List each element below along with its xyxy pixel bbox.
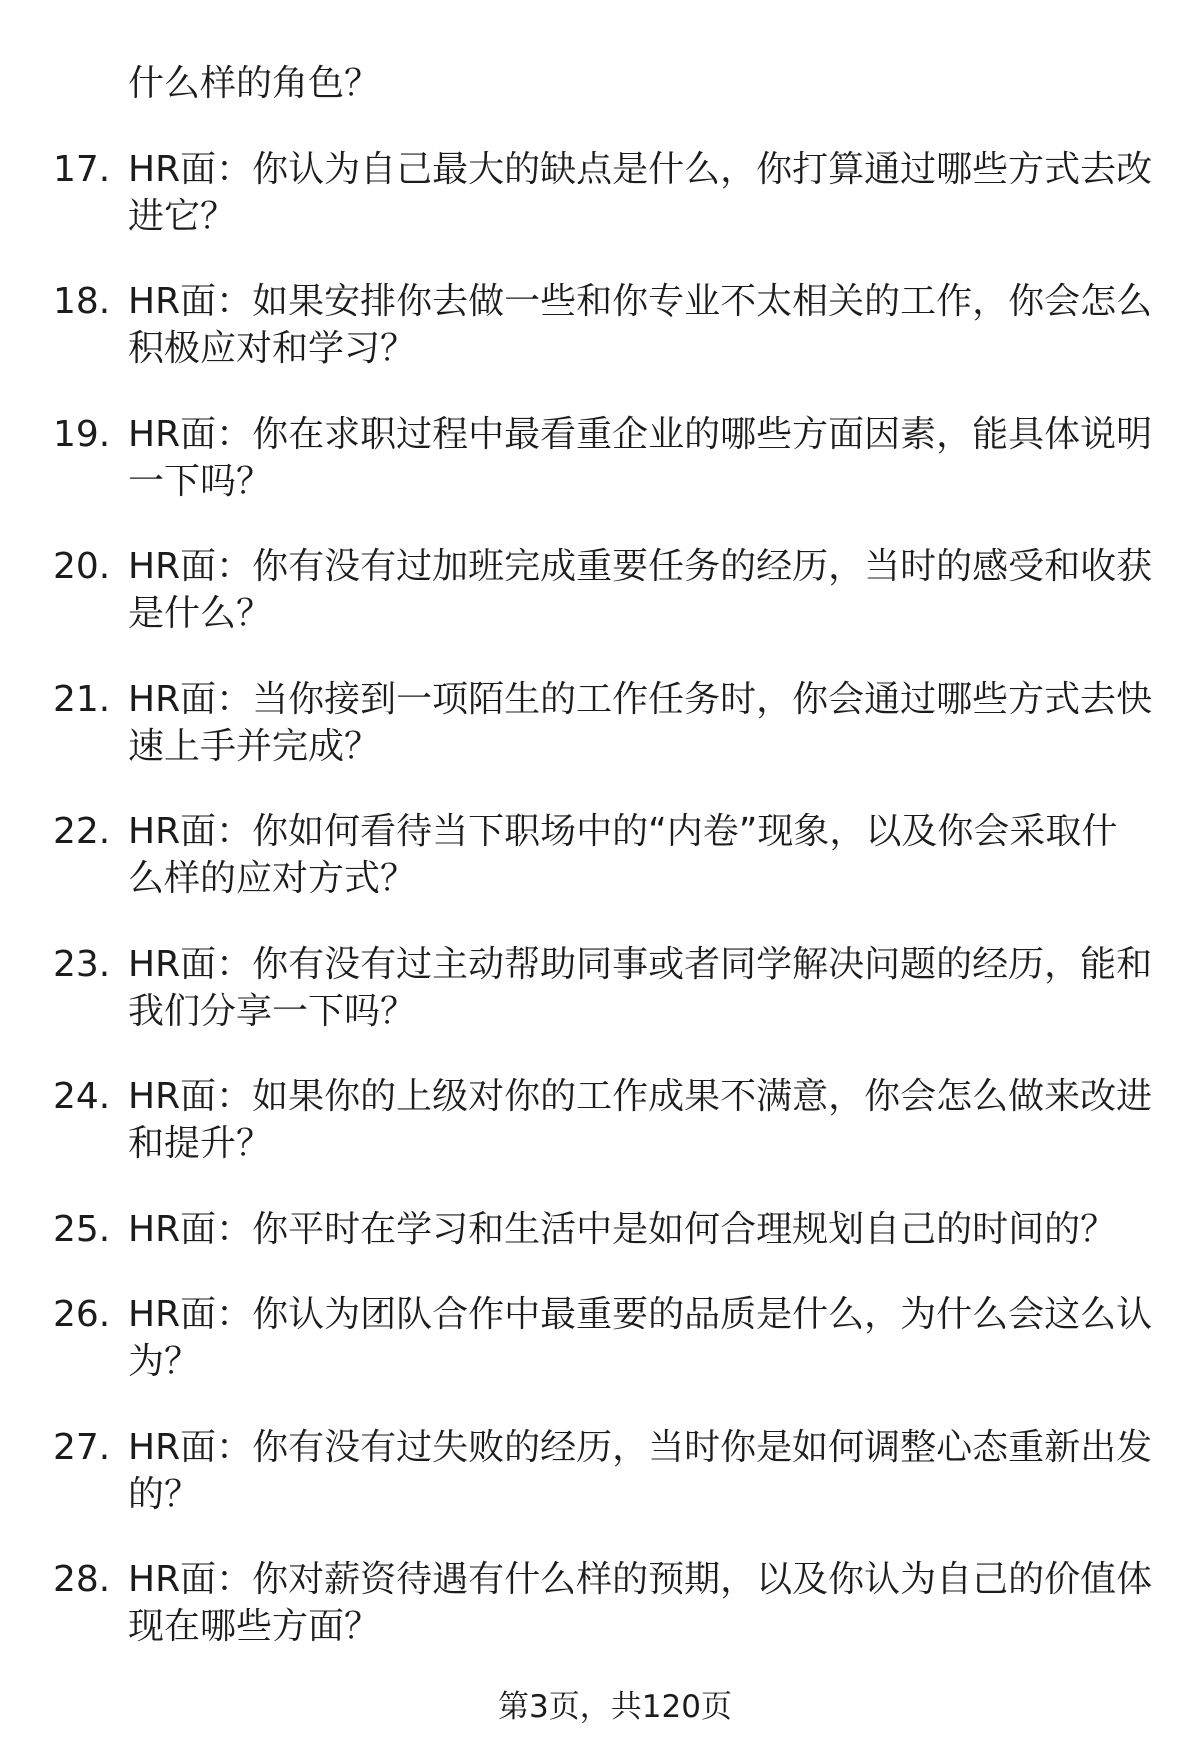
question-number: 23. — [53, 943, 111, 985]
page-footer: 第3页，共120页 — [498, 1689, 732, 1725]
question-number: 18. — [53, 281, 111, 322]
question-list — [0, 60, 1200, 1689]
question-item-22 — [0, 808, 1200, 902]
question-line: HR面：你如何看待当下职场中的“内卷”现象，以及你会采取什 — [128, 811, 1118, 852]
question-line: 是什么？ — [128, 593, 273, 634]
question-item-26 — [0, 1291, 1200, 1385]
question-line: HR面：你平时在学习和生活中是如何合理规划自己的时间的？ — [128, 1208, 1117, 1250]
question-item-27 — [0, 1424, 1200, 1518]
question-item-18 — [0, 278, 1200, 372]
question-number: 28. — [53, 1559, 111, 1600]
question-continuation — [0, 60, 1200, 107]
question-line: HR面：你有没有过失败的经历，当时你是如何调整心态重新出发 — [128, 1426, 1153, 1468]
question-number: 24. — [53, 1076, 111, 1117]
question-line: 积极应对和学习？ — [128, 328, 417, 369]
question-line: 进它？ — [128, 195, 237, 237]
question-line: 一下吗？ — [128, 460, 273, 502]
question-line: HR面：你对薪资待遇有什么样的预期，以及你认为自己的价值体 — [128, 1559, 1153, 1600]
question-line: 现在哪些方面？ — [128, 1606, 381, 1647]
question-line: HR面：你在求职过程中最看重企业的哪些方面因素，能具体说明 — [128, 413, 1153, 455]
question-line: 么样的应对方式？ — [128, 858, 417, 899]
question-line: HR面：如果你的上级对你的工作成果不满意，你会怎么做来改进 — [128, 1076, 1153, 1117]
question-line: 的？ — [128, 1473, 201, 1515]
question-number: 27. — [53, 1426, 111, 1468]
question-line: HR面：你有没有过主动帮助同事或者同学解决问题的经历，能和 — [128, 943, 1153, 985]
question-line: HR面：你认为自己最大的缺点是什么，你打算通过哪些方式去改 — [128, 148, 1153, 190]
question-line: HR面：你认为团队合作中最重要的品质是什么，为什么会这么认 — [128, 1294, 1153, 1335]
question-item-28 — [0, 1556, 1200, 1650]
question-item-17 — [0, 146, 1200, 240]
question-number: 25. — [53, 1208, 111, 1250]
question-number: 17. — [53, 148, 111, 190]
question-item-23 — [0, 941, 1200, 1035]
question-number: 21. — [53, 678, 111, 720]
question-number: 22. — [53, 811, 111, 852]
question-line: 速上手并完成？ — [128, 725, 381, 767]
question-item-19 — [0, 411, 1200, 505]
question-line: HR面：当你接到一项陌生的工作任务时，你会通过哪些方式去快 — [128, 678, 1153, 720]
question-line: 为？ — [128, 1341, 201, 1382]
question-item-25 — [0, 1206, 1200, 1253]
question-line: 和提升？ — [128, 1123, 273, 1164]
question-item-20 — [0, 543, 1200, 637]
question-number: 19. — [53, 413, 111, 455]
question-item-24 — [0, 1073, 1200, 1167]
question-line: 我们分享一下吗？ — [128, 990, 417, 1032]
question-number: 20. — [53, 546, 111, 587]
question-line: 什么样的角色？ — [128, 63, 381, 104]
question-line: HR面：如果安排你去做一些和你专业不太相关的工作，你会怎么 — [128, 281, 1153, 322]
question-number: 26. — [53, 1294, 111, 1335]
question-item-21 — [0, 676, 1200, 770]
question-line: HR面：你有没有过加班完成重要任务的经历，当时的感受和收获 — [128, 546, 1153, 587]
